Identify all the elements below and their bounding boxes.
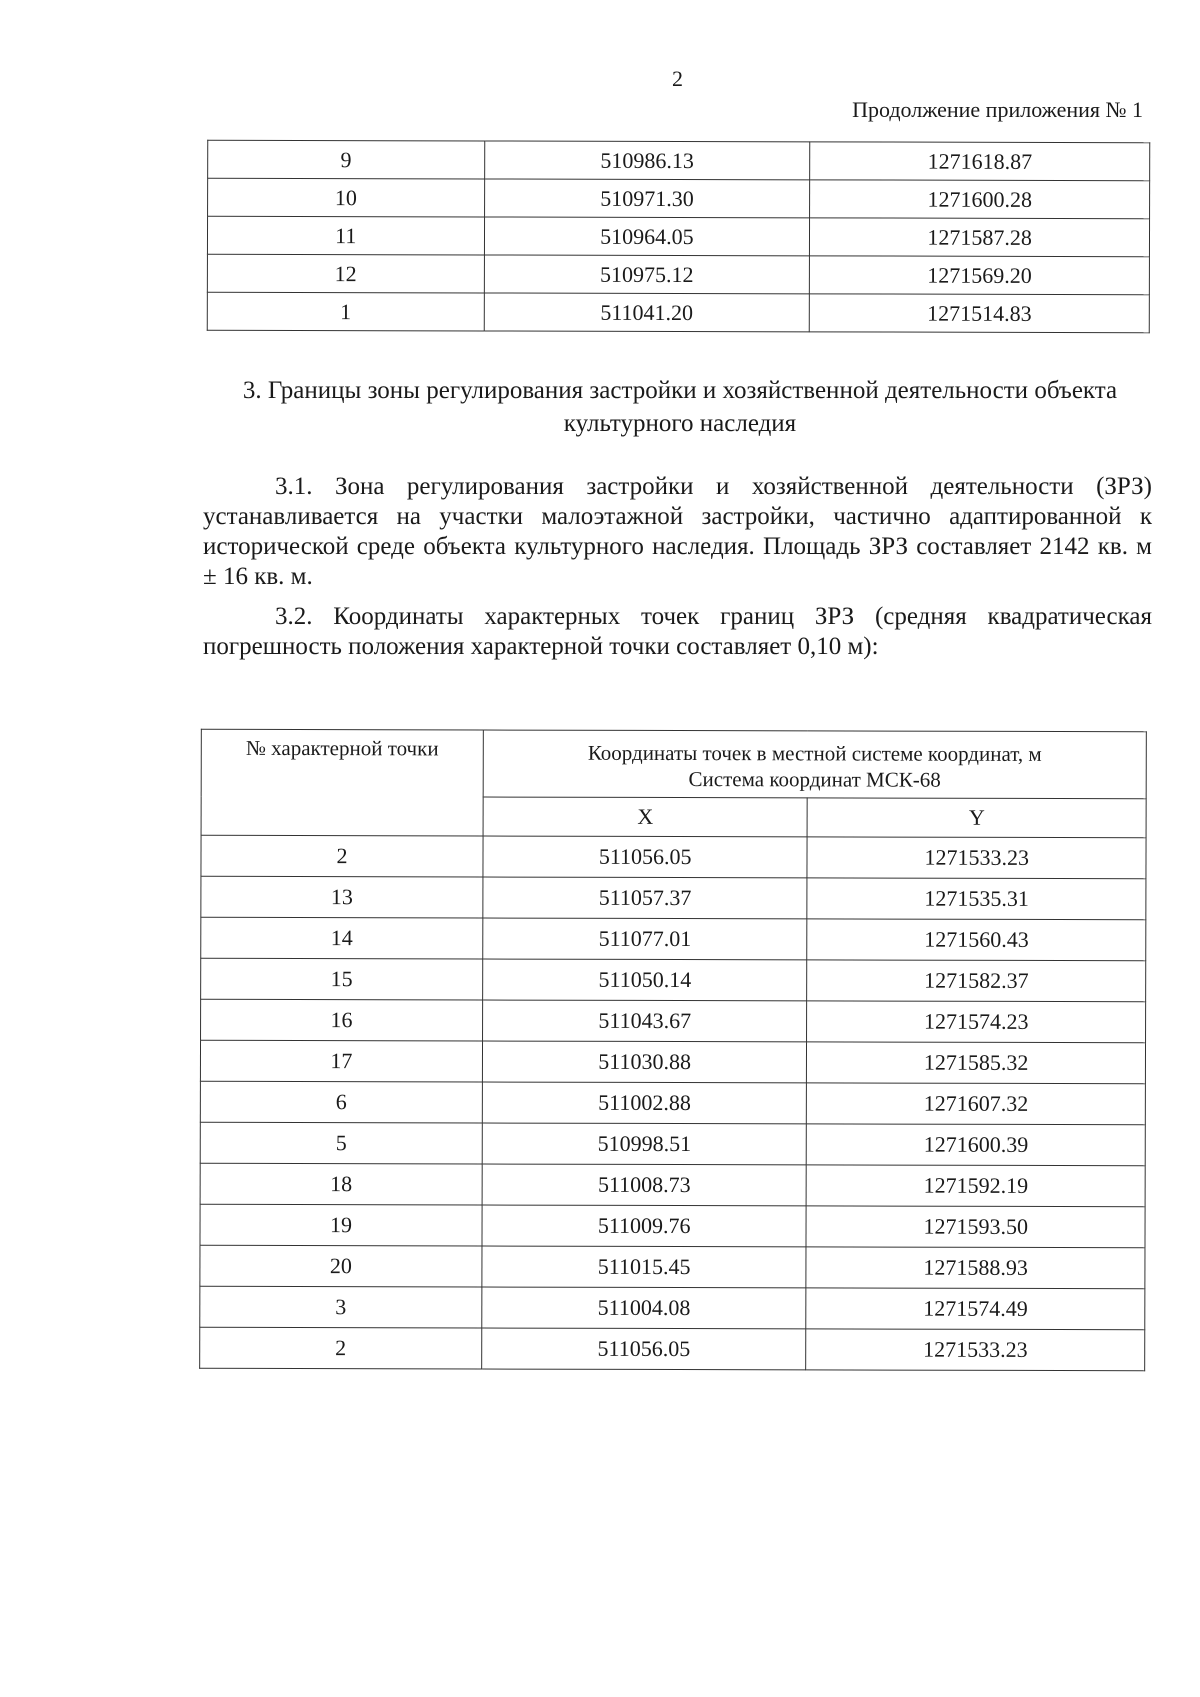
y-coordinate-cell: 1271607.32	[807, 1083, 1146, 1125]
point-number-cell: 20	[200, 1245, 482, 1287]
coordinates-table-continued	[207, 140, 1150, 333]
y-coordinate-cell: 1271592.19	[807, 1165, 1146, 1207]
point-number-cell: 2	[200, 1327, 482, 1369]
point-number-cell: 12	[207, 254, 484, 293]
x-coordinate-cell: 510975.12	[484, 255, 810, 294]
page-number: 2	[672, 66, 683, 91]
x-coordinate-cell: 511056.05	[482, 1328, 807, 1370]
point-number-cell: 2	[201, 835, 483, 877]
y-coordinate-cell: 1271514.83	[810, 294, 1150, 333]
point-number-cell: 3	[200, 1286, 482, 1328]
table-row	[201, 917, 1146, 960]
table-row	[201, 876, 1146, 919]
y-coordinate-cell: 1271600.39	[807, 1124, 1146, 1166]
y-coordinate-cell: 1271569.20	[810, 256, 1150, 295]
point-number-cell: 1	[207, 292, 484, 331]
y-coordinate-cell: 1271574.23	[807, 1001, 1146, 1043]
point-number-cell: 17	[200, 1040, 482, 1082]
y-coordinate-cell: 1271560.43	[807, 919, 1146, 961]
x-coordinate-cell: 511008.73	[482, 1164, 807, 1206]
point-number-cell: 10	[208, 178, 485, 217]
y-coordinate-cell: 1271618.87	[810, 142, 1150, 181]
zrz-coordinates-table	[199, 729, 1147, 1371]
table-row	[201, 999, 1146, 1042]
x-coordinate-cell: 511077.01	[483, 918, 808, 960]
point-number-cell: 11	[207, 216, 484, 255]
appendix-note: Продолжение приложения № 1	[852, 97, 1143, 122]
y-coordinate-cell: 1271574.49	[806, 1288, 1145, 1330]
point-number-cell: 9	[208, 140, 485, 179]
point-number-cell: 13	[201, 876, 483, 918]
header-coordinates	[483, 730, 1146, 799]
header-x: X	[483, 797, 808, 837]
x-coordinate-cell: 511050.14	[483, 959, 808, 1001]
point-number-cell: 19	[200, 1204, 482, 1246]
y-coordinate-cell: 1271593.50	[806, 1206, 1145, 1248]
coordinates-table-continued-body	[207, 140, 1149, 332]
x-coordinate-cell: 511057.37	[483, 877, 808, 919]
table-row	[207, 216, 1149, 256]
table-row	[200, 1081, 1145, 1124]
header-point-number: № характерной точки	[201, 729, 483, 836]
header-coordinates-title: Координаты точек в местной системе координат, м	[587, 740, 1042, 766]
y-coordinate-cell: 1271533.23	[806, 1329, 1145, 1371]
x-coordinate-cell: 510964.05	[484, 217, 810, 256]
table-row	[201, 958, 1146, 1001]
x-coordinate-cell: 510998.51	[482, 1123, 807, 1165]
table-row	[200, 1286, 1145, 1329]
table-row	[208, 140, 1150, 180]
table-row	[200, 1122, 1145, 1165]
point-number-cell: 6	[200, 1081, 482, 1123]
table-row	[200, 1040, 1145, 1083]
header-y: Y	[808, 798, 1147, 838]
x-coordinate-cell: 511030.88	[482, 1041, 807, 1083]
header-coordinate-system: Система координат МСК-68	[688, 767, 941, 792]
table-row	[200, 1327, 1145, 1370]
point-number-cell: 16	[201, 999, 483, 1041]
x-coordinate-cell: 511043.67	[482, 1000, 807, 1042]
point-number-cell: 15	[201, 958, 483, 1000]
x-coordinate-cell: 511056.05	[483, 836, 808, 878]
paragraph-3-2: 3.2. Координаты характерных точек границ ЗРЗ (средняя квадратическая погрешность положения характерной точки составляет 0,10 м):	[203, 603, 1152, 660]
x-coordinate-cell: 510986.13	[484, 141, 810, 180]
x-coordinate-cell: 511009.76	[482, 1205, 807, 1247]
section-heading: 3. Границы зоны регулирования застройки и хозяйственной деятельности объекта культурного наследия	[242, 377, 1118, 437]
x-coordinate-cell: 511015.45	[482, 1246, 807, 1288]
point-number-cell: 18	[200, 1163, 482, 1205]
table-row	[207, 292, 1149, 332]
x-coordinate-cell: 511041.20	[484, 293, 810, 332]
x-coordinate-cell: 510971.30	[484, 179, 810, 218]
x-coordinate-cell: 511004.08	[482, 1287, 807, 1329]
table-row	[207, 254, 1149, 294]
table-row	[208, 178, 1150, 218]
y-coordinate-cell: 1271535.31	[807, 878, 1146, 920]
paragraph-3-1: 3.1. Зона регулирования застройки и хозяйственной деятельности (ЗРЗ) устанавливается на участки малоэтажной застройки, частично адаптированной к исторической среде объекта культурного наследия. Площадь ЗРЗ составляет 2142 кв. м ± 16 кв. м.	[203, 473, 1152, 590]
y-coordinate-cell: 1271587.28	[810, 218, 1150, 257]
zrz-coordinates-table-body	[200, 835, 1146, 1370]
y-coordinate-cell: 1271600.28	[810, 180, 1150, 219]
table-row	[200, 1163, 1145, 1206]
table-row	[201, 835, 1146, 878]
point-number-cell: 5	[200, 1122, 482, 1164]
y-coordinate-cell: 1271582.37	[807, 960, 1146, 1002]
table-row	[200, 1245, 1145, 1288]
table-row	[200, 1204, 1145, 1247]
y-coordinate-cell: 1271533.23	[807, 837, 1146, 879]
point-number-cell: 14	[201, 917, 483, 959]
y-coordinate-cell: 1271588.93	[806, 1247, 1145, 1289]
x-coordinate-cell: 511002.88	[482, 1082, 807, 1124]
y-coordinate-cell: 1271585.32	[807, 1042, 1146, 1084]
